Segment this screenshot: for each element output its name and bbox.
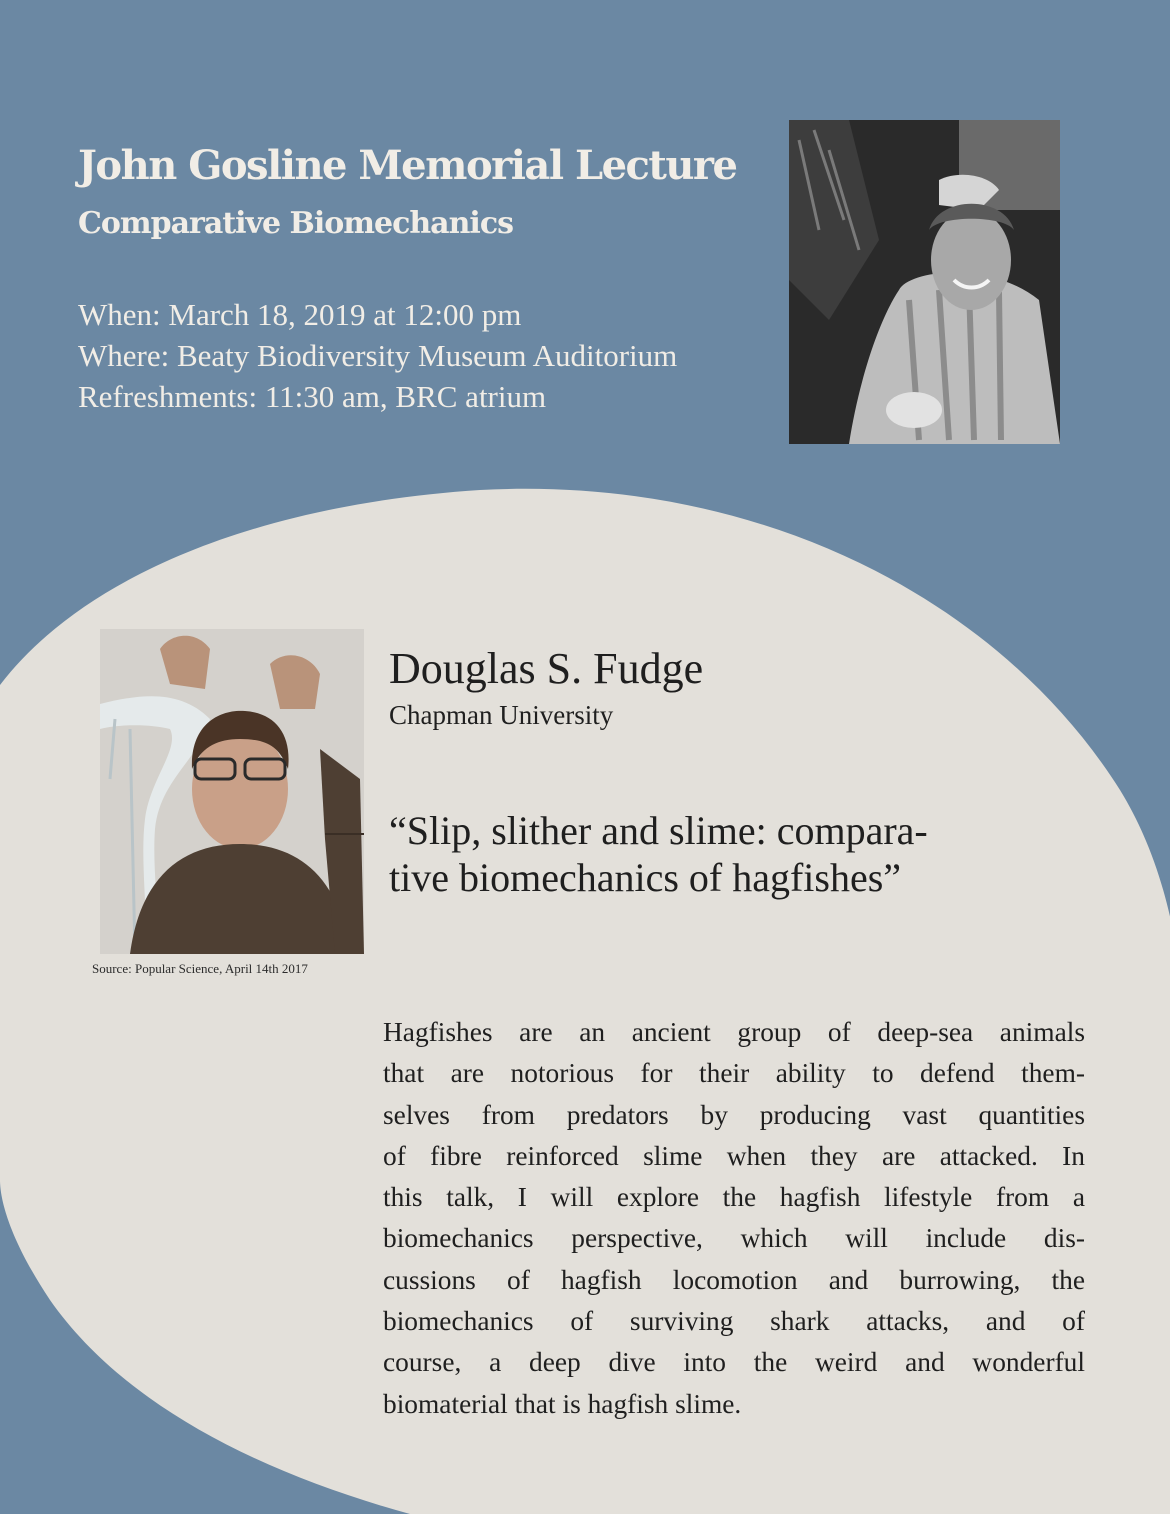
abstract-line: that are notorious for their ability to defend them- — [383, 1058, 1085, 1089]
talk-title — [389, 807, 1069, 901]
talk-title-line: “Slip, slither and slime: compara- — [389, 808, 928, 853]
abstract-line: cussions of hagfish locomotion and burrowing, the — [383, 1264, 1085, 1295]
abstract-line: this talk, I will explore the hagfish lifestyle from a — [383, 1182, 1085, 1213]
speaker-name: Douglas S. Fudge — [389, 644, 704, 693]
talk-title-line: tive biomechanics of hagfishes” — [389, 855, 902, 900]
abstract-line: biomechanics perspective, which will include dis- — [383, 1223, 1085, 1254]
abstract-line: biomaterial that is hagfish slime. — [383, 1388, 742, 1419]
lecture-subtitle: Comparative Biomechanics — [78, 206, 513, 241]
photo-caption: Source: Popular Science, April 14th 2017 — [92, 961, 308, 976]
abstract-line: biomechanics of surviving shark attacks, and of — [383, 1306, 1085, 1337]
event-when: When: March 18, 2019 at 12:00 pm — [78, 297, 522, 332]
abstract — [383, 1012, 1085, 1425]
event-refreshments: Refreshments: 11:30 am, BRC atrium — [78, 379, 547, 414]
abstract-line: course, a deep dive into the weird and wonderful — [383, 1347, 1085, 1378]
abstract-line: selves from predators by producing vast quantities — [383, 1099, 1085, 1130]
abstract-line: of fibre reinforced slime when they are attacked. In — [383, 1140, 1085, 1171]
event-where: Where: Beaty Biodiversity Museum Auditorium — [78, 338, 678, 373]
abstract-line: Hagfishes are an ancient group of deep-sea animals — [383, 1017, 1085, 1047]
lecture-title: John Gosline Memorial Lecture — [78, 142, 737, 189]
event-details — [78, 294, 677, 417]
fudge-photo — [100, 629, 364, 954]
gosline-photo — [789, 120, 1060, 444]
speaker-affiliation: Chapman University — [389, 700, 614, 730]
